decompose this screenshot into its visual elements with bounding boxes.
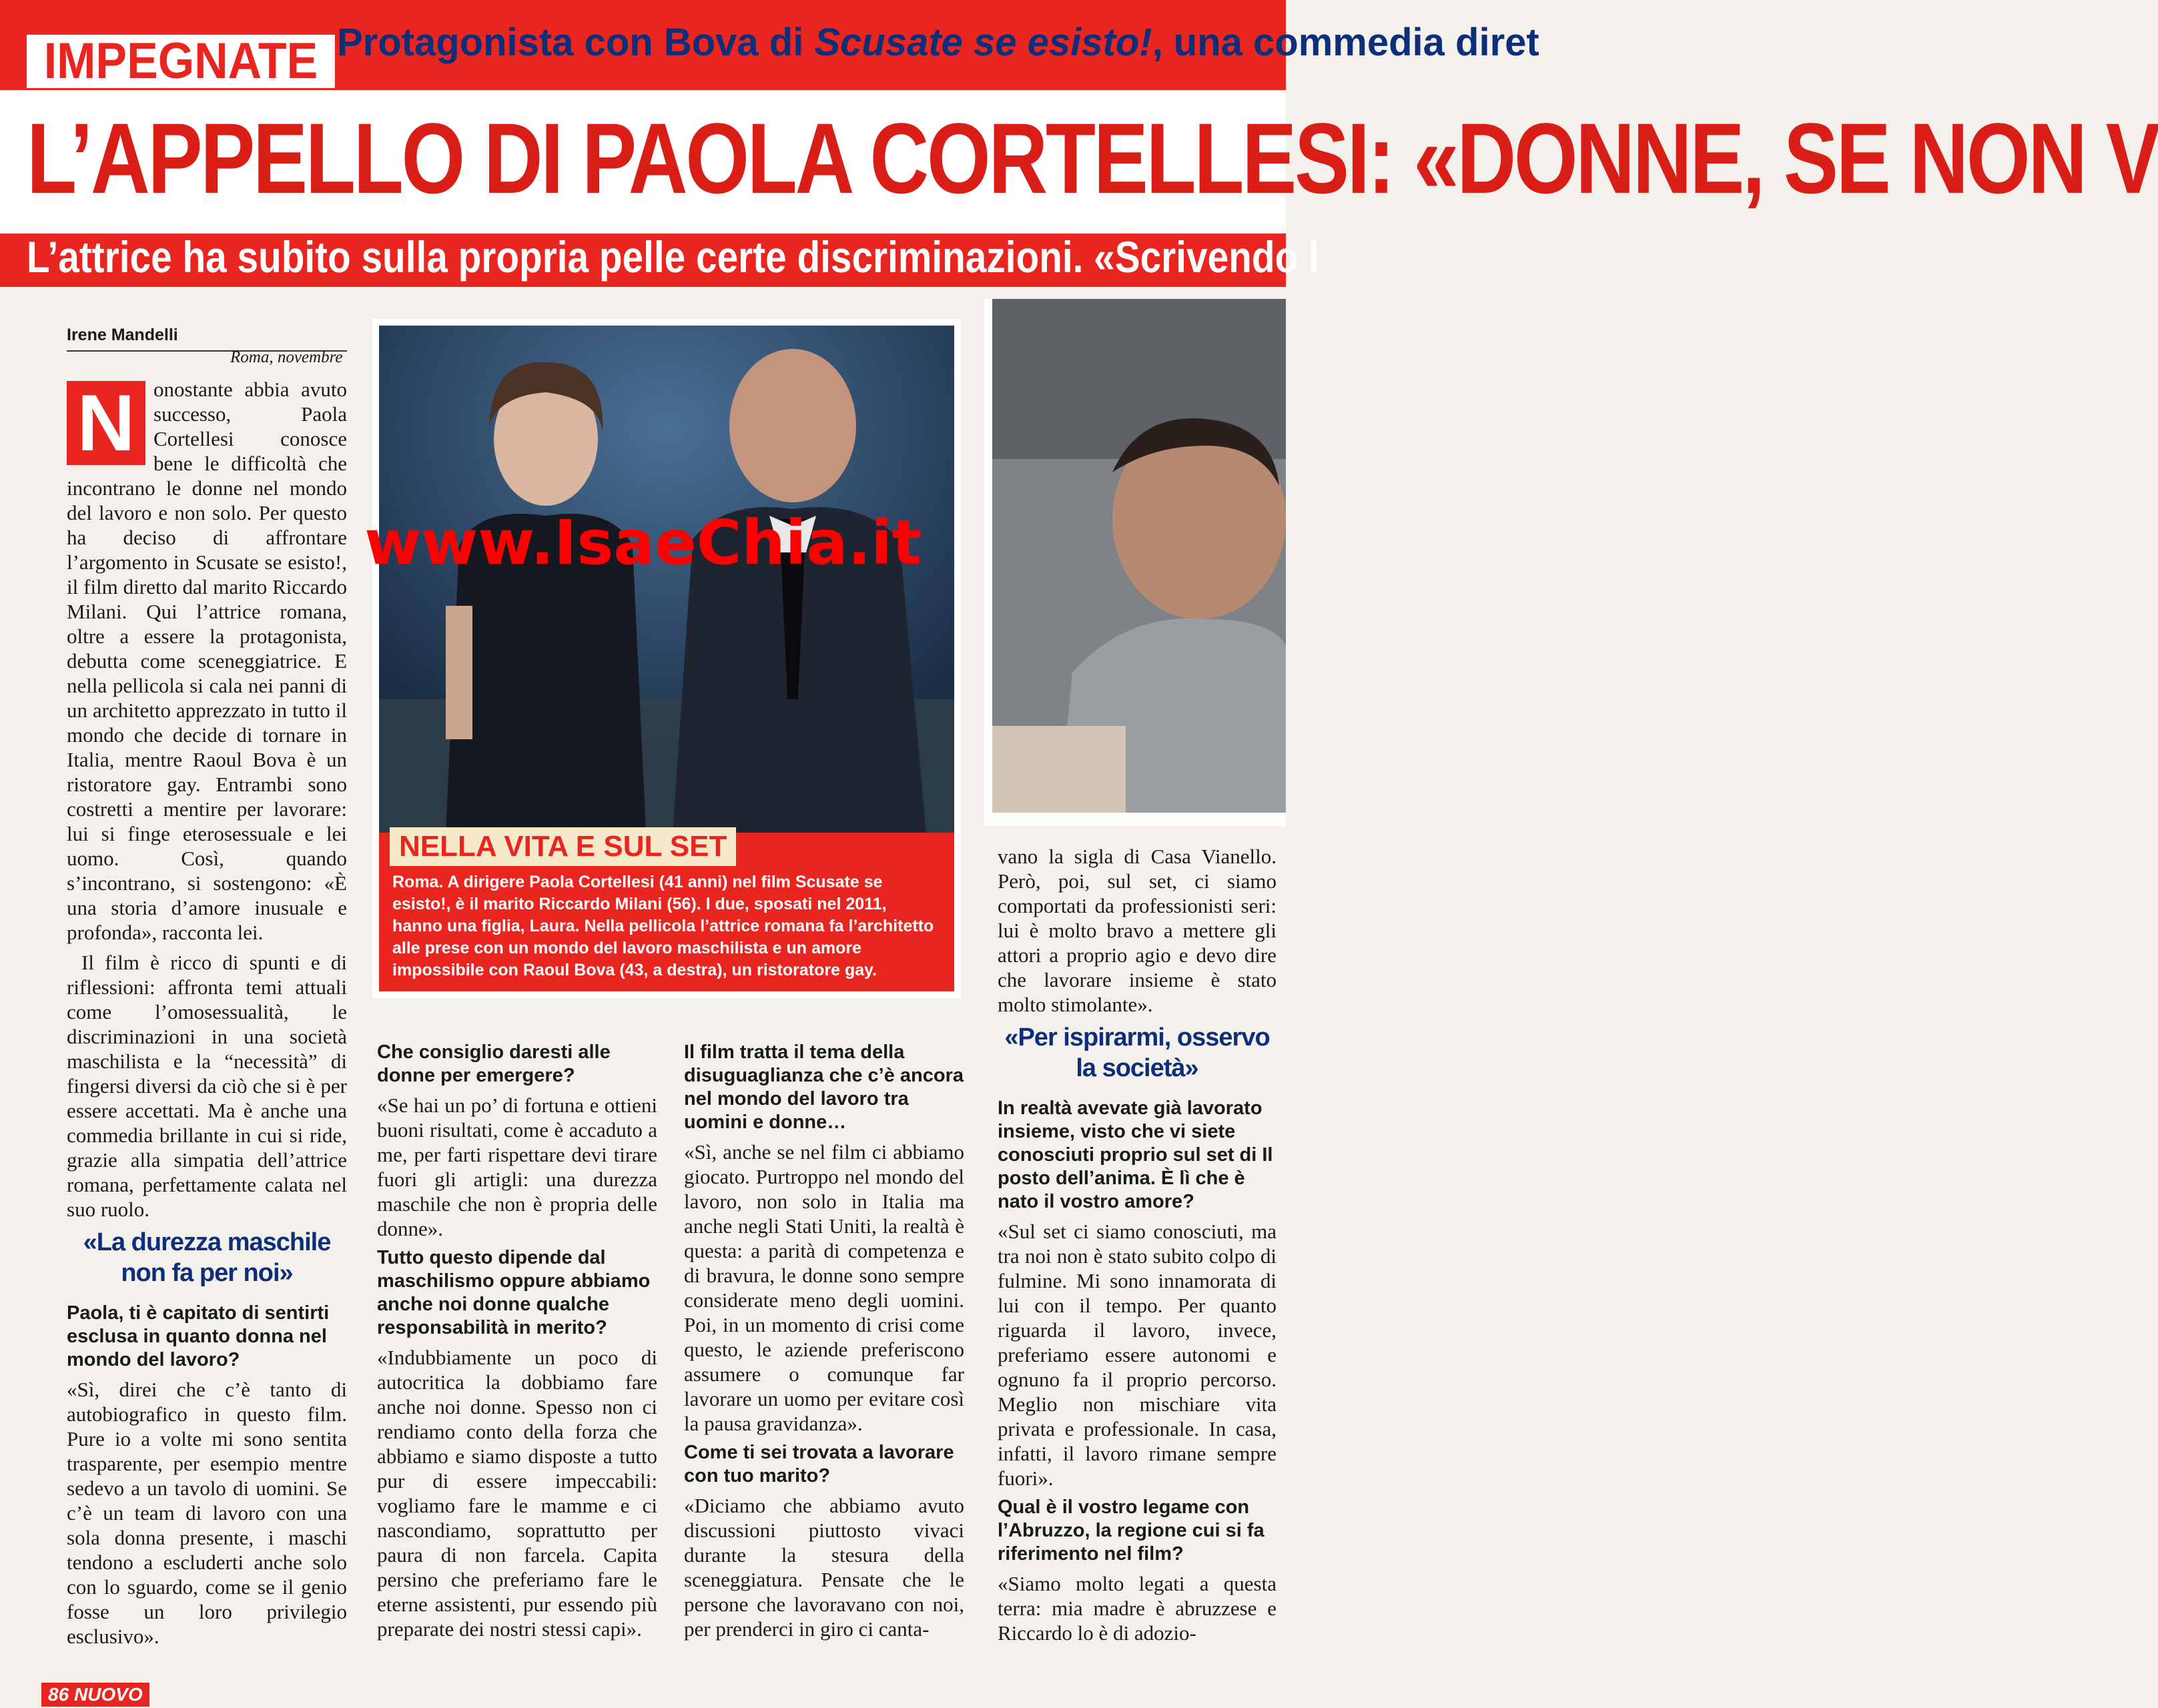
interview-answer: «Se hai un po’ di fortuna e ottieni buoni risultati, come è accaduto a me, per farti rispettare devi tirare fuori gli artigli: una durezza maschile che non è propria delle donne». bbox=[377, 1094, 657, 1240]
interview-answer: «Sul set ci siamo conosciuti, ma tra noi non è stato subito colpo di fulmine. Mi sono innamorata di lui con il tempo. Per quanto riguarda il lavoro, invece, preferiamo essere autonomi e ognuno fa il proprio percorso. Meglio non mischiare vita privata e professionale. In casa, infatti, il lavoro rimane sempre fuori». bbox=[998, 1220, 1277, 1490]
interview-answer: «Sì, anche se nel film ci abbiamo giocato. Purtroppo nel mondo del lavoro, non solo in Italia ma anche negli Stati Uniti, la realtà è questa: a parità di competenza e di bravura, le donne sono sempre considerate meno degli uomini. Poi, in un momento di crisi come questo, le aziende preferiscono assumere o comunque far lavorare un uomo per evitare così la pausa gravidanza». bbox=[684, 1140, 964, 1435]
page-footer bbox=[41, 1683, 149, 1707]
article-column-2 bbox=[377, 1041, 657, 1647]
site-watermark: www.IsaeChia.it bbox=[364, 507, 922, 578]
lead-paragraph: onostante abbia avuto successo, Paola Cortellesi conosce bene le difficoltà che incontrano le donne nel mondo del lavoro e non solo. Per questo ha deciso di affrontare l’argomento in Scusate se esisto!, il film diretto dal marito Riccardo Milani. Qui l’attrice romana, oltre a essere la protagonista, debutta come sceneggiatrice. E nella pellicola si cala nei panni di un architetto apprezzato in tutto il mondo che decide di tornare in Italia, mentre Raoul Bova è un ristoratore gay. Entrambi sono costretti a mentire per lavorare: lui si finge eterosessuale e lei uomo. Così, quando s’incontrano, si sostengono: «È una storia d’amore inusuale e profonda», racconta lei. bbox=[67, 378, 347, 944]
interview-question: Che consiglio daresti alle donne per emergere? bbox=[377, 1041, 611, 1086]
interview-question: Il film tratta il tema della disuguaglianza che c’è ancora nel mondo del lavoro tra uomini e donne… bbox=[684, 1041, 964, 1133]
couple-photo bbox=[372, 319, 961, 998]
interview-answer: «Diciamo che abbiamo avuto discussioni piuttosto vivaci durante la stesura della sceneggiatura. Pensate che le persone che lavoravano con noi, per prenderci in giro ci canta- bbox=[684, 1494, 964, 1641]
interview-answer: «Siamo molto legati a questa terra: mia madre è abruzzese e Riccardo lo è di adozio- bbox=[998, 1572, 1277, 1645]
headline: L’APPELLO DI PAOLA CORTELLESI: «DONNE, SE NON V bbox=[27, 102, 2158, 214]
photo-caption bbox=[379, 830, 954, 991]
section-label: IMPEGNATE bbox=[27, 35, 335, 88]
paragraph: vano la sigla di Casa Vianello. Però, poi, sul set, ci siamo comportati da professionisti seri: lui è molto bravo a mettere gli attori a proprio agio e devo dire che lavorare insieme è stato molto stimolante». bbox=[998, 845, 1277, 1016]
section-heading: «La durezza maschile non fa per noi» bbox=[83, 1228, 331, 1287]
article-column-3 bbox=[684, 1041, 964, 1647]
author-name: Irene Mandelli bbox=[67, 326, 178, 344]
kicker: Protagonista con Bova di Scusate se esisto!, una commedia diret bbox=[337, 21, 1539, 64]
dateline: Roma, novembre bbox=[230, 348, 343, 366]
interview-question: Qual è il vostro legame con l’Abruzzo, la regione cui si fa riferimento nel film? bbox=[998, 1497, 1265, 1565]
photo-illustration bbox=[379, 326, 954, 833]
photo-image bbox=[379, 326, 954, 833]
article-column-4 bbox=[998, 844, 1277, 1651]
page-number: 86 bbox=[48, 1684, 69, 1705]
interview-answer: «Indubbiamente un poco di autocritica la dobbiamo fare anche noi donne. Spesso non ci rendiamo conto della forza che abbiamo e siamo disposte a tutto pur di essere impeccabili: vogliamo fare le mamme e ci nascondiamo, soprattutto per paura di non farcela. Capita persino che preferiamo fare le eterne assistenti, pur essendo più preparate dei nostri stessi capi». bbox=[377, 1346, 657, 1641]
interview-question: In realtà avevate già lavorato insieme, visto che vi siete conosciuti proprio sul set di Il posto dell’anima. È lì che è nato il vostro amore? bbox=[998, 1098, 1273, 1212]
interview-question: Come ti sei trovata a lavorare con tuo marito? bbox=[684, 1442, 954, 1486]
magazine-brand: NUOVO bbox=[73, 1684, 143, 1705]
paragraph: Il film è ricco di spunti e di riflessioni: affronta temi attuali come l’omosessualità, le discriminazioni in una società maschilista e la “necessità” di fingersi diversi da ciò che si è per essere accettati. Ma è anche una commedia brillante in cui si ride, grazie alla simpatia dell’attrice romana, perfettamente calata nel suo ruolo. bbox=[67, 951, 347, 1221]
drop-cap: N bbox=[67, 381, 145, 465]
interview-question: Tutto questo dipende dal maschilismo oppure abbiamo anche noi donne qualche responsabilità in merito? bbox=[377, 1247, 651, 1338]
caption-title: NELLA VITA E SUL SET bbox=[390, 827, 736, 866]
caption-text: Roma. A dirigere Paola Cortellesi (41 anni) nel film Scusate se esisto!, è il marito Riccardo Milani (56). I due, sposati nel 2011, hanno una figlia, Laura. Nella pellicola l’attrice romana fa l’architetto alle prese con un mondo del lavoro maschilista e un amore impossibile con Raoul Bova (43, a destra), un ristoratore gay. bbox=[392, 873, 934, 979]
section-heading: «Per ispirarmi, osservo la società» bbox=[1004, 1023, 1270, 1082]
interview-answer: «Sì, direi che c’è tanto di autobiografico in questo film. Pure io a volte mi sono sentita trasparente, per esempio mentre sedevo a un tavolo di uomini. Se c’è un team di lavoro con una sola donna presente, i maschi tendono a escluderti anche solo con lo sguardo, come se il genio fosse un loro privilegio esclusivo». bbox=[67, 1378, 347, 1648]
subheadline: L’attrice ha subito sulla propria pelle certe discriminazioni. «Scrivendo l bbox=[27, 232, 1319, 282]
article-header bbox=[0, 0, 2158, 287]
interview-question: Paola, ti è capitato di sentirti esclusa in quanto donna nel mondo del lavoro? bbox=[67, 1302, 330, 1370]
